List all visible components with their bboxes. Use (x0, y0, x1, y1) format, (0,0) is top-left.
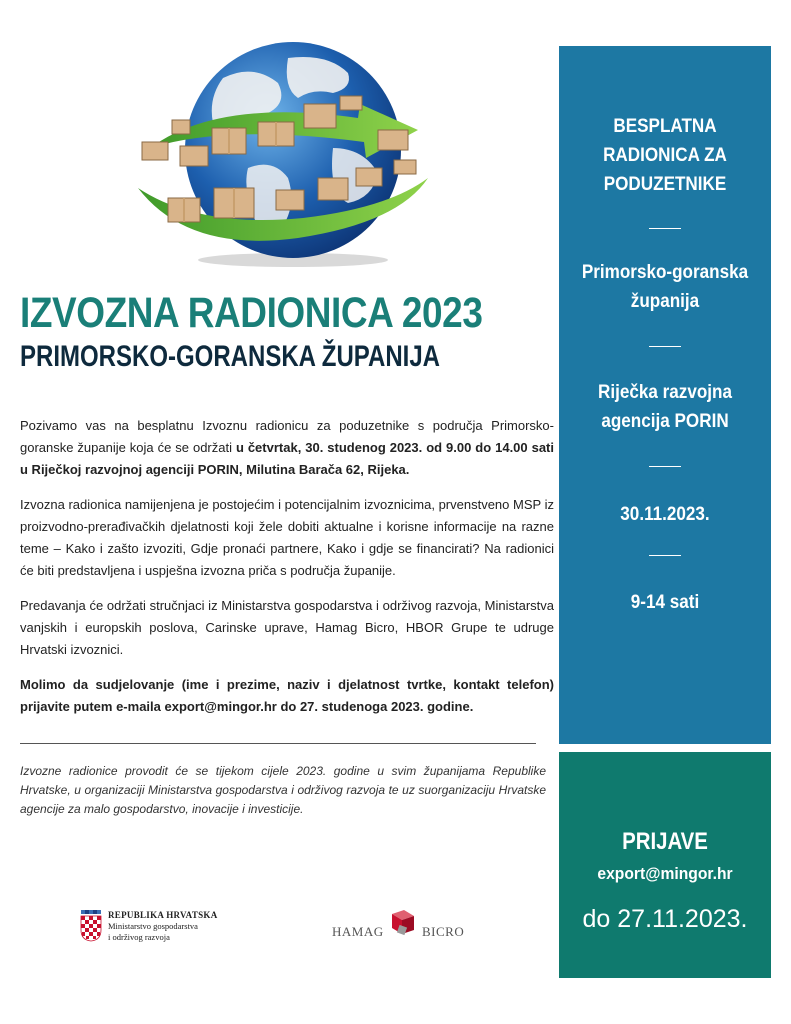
page-subtitle: PRIMORSKO-GORANSKA ŽUPANIJA (20, 340, 441, 373)
registration-email-link[interactable]: export@mingor.hr (597, 864, 733, 883)
divider (20, 743, 536, 744)
globe-boxes-illustration (128, 38, 448, 268)
ministry-logo (80, 908, 240, 948)
info-free-workshop: BESPLATNA RADIONICA ZA PODUZETNIKE (603, 116, 727, 195)
info-separator (649, 228, 681, 229)
info-time: 9-14 sati (630, 592, 700, 613)
page-title: IZVOZNA RADIONICA 2023 (20, 289, 483, 337)
info-panel (559, 46, 771, 744)
cube-icon (386, 908, 418, 938)
paragraph-invitation: Pozivamo vas na besplatnu Izvoznu radionicu za poduzetnike s područja Primorsko-goranske županije koja će se održati u četvrtak, 30. studenog 2023. od 9.00 do 14.00 sati u Riječkoj razvojnoj agenciji PORIN, Milutina Barača 62, Rijeka. (20, 418, 554, 477)
ministry-logo-line1: REPUBLIKA HRVATSKA (108, 910, 218, 920)
info-date: 30.11.2023. (620, 504, 710, 525)
coat-of-arms-icon (80, 910, 102, 942)
hamag-bicro-logo-left: HAMAG (332, 924, 384, 939)
info-separator (649, 555, 681, 556)
info-separator (649, 346, 681, 347)
info-separator (649, 466, 681, 467)
footnote: Izvozne radionice provodit će se tijekom cijele 2023. godine u svim županijama Republike Hrvatske, u organizaciji Ministarstva gospodarstva i održivog razvoja te uz suorganizaciju Hrvatske agencije za malo gospodarstvo, inovacije i investicije. (20, 764, 546, 816)
info-county: Primorsko-goranska županija (581, 262, 749, 312)
registration-deadline: do 27.11.2023. (582, 905, 748, 933)
info-venue: Riječka razvojna agencija PORIN (597, 382, 733, 432)
body-text (20, 415, 554, 731)
paragraph-speakers: Predavanja će održati stručnjaci iz Ministarstva gospodarstva i održivog razvoja, Ministarstva vanjskih i europskih poslova, Carinske uprave, Hamag Bicro, HBOR Grupe te udruge Hrvatski izvoznici. (20, 598, 554, 657)
ministry-logo-line2: Ministarstvo gospodarstva (108, 921, 198, 931)
registration-heading: PRIJAVE (622, 828, 708, 855)
paragraph-description: Izvozna radionica namijenjena je postojećim i potencijalnim izvoznicima, prvenstveno MSP iz proizvodno-prerađivačkih djelatnosti koji žele dobiti aktualne i korisne informacije na razne teme – Kako i zašto izvoziti, Gdje pronaći partnere, Kako i gdje se financirati? Na radionici će biti predstavljena i uspješna izvozna priča s područja županije. (20, 497, 554, 578)
paragraph-registration: Molimo da sudjelovanje (ime i prezime, naziv i djelatnost tvrtke, kontakt telefon) prijavite putem e-maila export@mingor.hr do 27. studenoga 2023. godine. (20, 677, 554, 714)
hamag-bicro-logo (330, 908, 475, 944)
ministry-logo-line3: i održivog razvoja (108, 932, 170, 942)
hamag-bicro-logo-right: BICRO (422, 924, 465, 939)
registration-panel (559, 752, 771, 978)
